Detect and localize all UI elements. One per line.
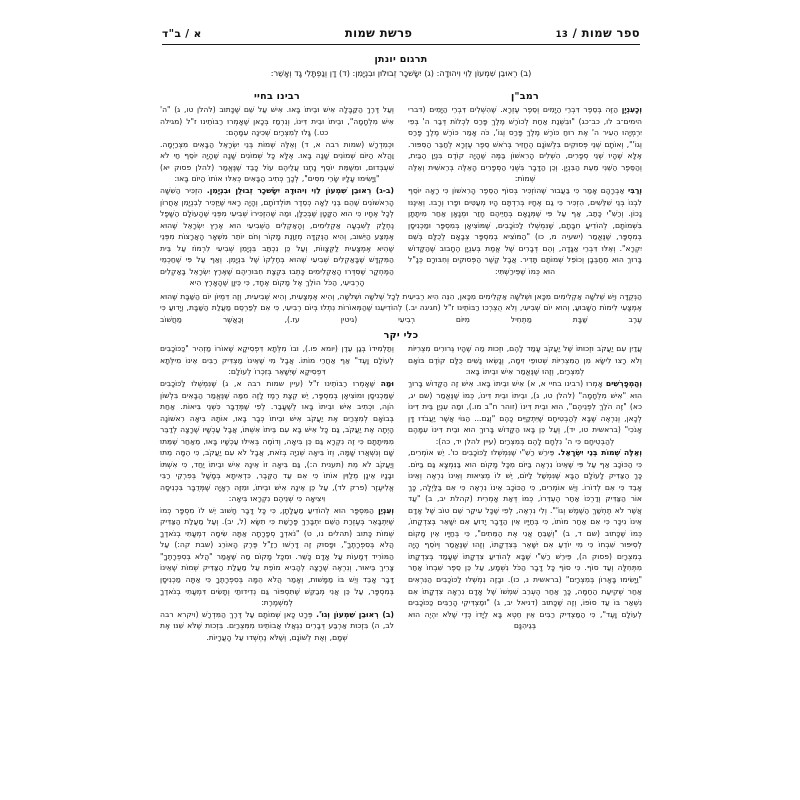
kli-yakar-left-paragraph-3	[160, 505, 394, 609]
kli-yakar-right-paragraph-3-body: פֵּירֵשׁ רַשִׁ"י שֶׁנִּמְשְׁלוּ לַכּוֹכָבִים כוּ'. יֵשׁ אוֹמְרִים, כִּי הַכּוֹכָב אַף עַל פִּי שֶׁאֵינוֹ נִרְאֶה בַּיּוֹם מִכָּל מָקוֹם הוּא בַּנִּמְצָא גַּם בַּיּוֹם. כָּךְ הַצַּדִּיק לָעוֹלָם הַבָּא שֶׁנִּמְשַׁל לַיּוֹם, יֵשׁ לוֹ מְצִיאוּת וְאֵינוֹ נִרְאֶה וְאֵינוֹ אָבֵד כִּי אִם לְדוֹרוֹ. וְיֵשׁ אוֹמְרִים, כִּי הַכּוֹכָב אֵינוֹ נִרְאֶה כִּי אִם בַּלַּיְלָה, כָּךְ אוֹר הַצַּדִּיק וְדַרְכּוֹ אַחַר הֶעְדֵּרוֹ, כְּמוֹ דְּאַת אָמְרִית (קהלת יב, ב) "עַד אֲשֶׁר לֹא תֶחְשַׁךְ הַשֶּׁמֶשׁ וְגוֹ'". וְלִי נִרְאֶה, לְפִי שֶׁכָּל עִיקַר שֵׁם טוֹב שֶׁל אָדָם אֵינוֹ נִיכָּר כִּי אִם אַחַר מוֹתוֹ, כִּי בְּחַיָּיו אֵין הַדָּבָר יָדוּעַ אִם יִשָּׁאֵר בְּצִדְקָתוֹ, כְּמוֹ שֶׁכָּתוּב (שם ד, ב) "וְשַׁבֵּחַ אֲנִי אֶת הַמֵּתִים", כִּי בְּחַיָּיו אֵין מָקוֹם לְסִיפּוּר שִׁבְחוֹ כִּי מִי יוֹדֵעַ אִם יִשָּׁאֵר בְּצִדְקָתוֹ, וְזֶהוּ שֶׁנֶּאֱמַר וְיוֹסֵף הָיָה בְמִצְרָיִם (פסוק ה), פֵּירֵשׁ רַשִׁ"י שֶׁבָּא לְהוֹדִיעַ צִדְקָתוֹ שֶׁעָמַד בְּצִדְקָתוֹ מִתְּחִלָּה וְעַד סוֹף. כִּי סוֹף כָּל דָּבָר הַכֹּל נִשְׁמָע, עַל כֵּן סֵפֶר שִׁבְחוֹ אַחַר "וַיָּשִׂימוּ בָּאָרוֹן בְּמִצְרָיִם" (בראשית נ, כו). וּבָזֶה נִמְשְׁלוּ לַכּוֹכָבִים הַנִּרְאִים אַחַר שְׁקִיעַת הַחַמָּה, כָּךְ אַחַר הֶעְרֵב שִׁמְשׁוֹ שֶׁל אָדָם נִרְאָה צִדְקָתוֹ אִם נִשְׁאַר בּוֹ עַד סוֹפוֹ, וְזֶה שֶׁכָּתוּב (דניאל יב, ג) "וּמַצְדִּיקֵי הָרַבִּים כַּכּוֹכָבִים לְעוֹלָם וָעֶד", כִּי הַמַּצְדִּיק רַבִּים אֵין חֵטְא בָּא לְיָדוֹ כְּדֵי שֶׁלֹּא יִהְיֶה הוּא בְּגֵיהִנָּם	[408, 448, 642, 631]
book-title: ספר שמות	[581, 26, 640, 40]
kli-yakar-left-paragraph-4-body: פְּרָט כָּאן שְׁמוֹתָם עַל דֶּרֶךְ הַמִּדְרָשׁ (ויקרא רבה לב, ה) בִּזְכוּת אַרְבַּע דְּבָרִים נִגְאֲלוּ אֲבוֹתֵינוּ מִמִּצְרַיִם. בִּזְכוּת שֶׁלֹּא שִׁנּוּ אֶת שְׁמָם, וְאֶת לְשׁוֹנָם, וְשֶׁלֹּא נֶחְשְׁדוּ עַל הָעֲרָיוֹת.	[160, 609, 394, 642]
header-rule	[162, 44, 640, 45]
kli-yakar-right-paragraph-2	[408, 378, 642, 447]
page-content	[160, 0, 642, 800]
ramban-paragraph-2	[408, 185, 642, 277]
bachya-paragraph-3-lemma: (ב-ג) רְאוּבֵן שִׁמְעוֹן לֵוִי וִיהוּדָה יִשָׂשׁכָר זְבוּלֻן וּבִנְיָמִן.	[206, 186, 394, 196]
ramban-paragraph-1	[408, 104, 642, 185]
bachya-paragraph-2	[160, 139, 394, 185]
bachya-paragraph-2-body: וּכְמִדְרָשׁ (שמות רבה א, ד) וְאֵלֶּה שְׁמוֹת בְּנֵי יִשְׂרָאֵל הַבָּאִים מִצְרַיְמָה. וַהֲלֹא הַיּוֹם שְׁמוֹנִים שָׁנָה בָּאוּ. אֶלָּא כָּל שְׁמוֹנִים שָׁנָה שֶׁהָיָה יוֹסֵף חַי לֹא שִׁעְבְּדוּם, וּמִשֶּׁמֵּת יוֹסֵף נָתְנוּ עֲלֵיהֶם עוֹל כָּבֵד שֶׁנֶּאֱמַר (להלן פסוק יא) "וַיָּשִׂימוּ עָלָיו שָׂרֵי מִסִּים", לְכָךְ כְּתִיב הַבָּאִים כְּאִלּוּ אוֹתוֹ הַיּוֹם בָּאוּ:	[160, 139, 394, 184]
kli-yakar-right-paragraph-2-lemma: וְהַמְפָרְשִׁים	[605, 378, 643, 388]
kli-yakar-left-paragraph-4	[160, 609, 394, 644]
section-title-ramban: רמב"ן	[510, 91, 540, 103]
running-head	[160, 26, 642, 44]
kli-yakar-column-right	[408, 343, 642, 643]
column-rabbeinu-bachya	[160, 86, 394, 289]
ramban-paragraph-2-body: אַבְרָהָם אָמַר כִּי בַּעֲבוּר שֶׁהוֹזְכִּיר בְּסוֹף הַסֵּפֶר הָרִאשׁוֹן כִּי רָאָה יוֹסֵף לִבְנוֹ בְּנֵי שִׁלֵּשִׁים, הִזְכִּיר כִּי גַם אֶחָיו בְּרִדְתָּם הָיוּ מְעַטִּים וּפָרוּ וְרָבוּ. וְאֵינֶנּוּ נָכוֹן. וְרַשִׁ"י כָּתַב, אַף עַל פִּי שֶׁמְּנָאָם בְּחַיֵּיהֶם חָזַר וּמְנָאָן אַחַר מִיתָתָן בִּשְׁמוֹתָם, לְהוֹדִיעַ חִבָּתָם, שֶׁנִּמְשְׁלוּ לַכּוֹכָבִים, שֶׁמּוֹצִיאָן בְּמִסְפָּר וּמַכְנִיסָן בְּמִסְפָּר, שֶׁנֶּאֱמַר (ישעיה מ, כו) "הַמּוֹצִיא בְמִסְפָּר צְבָאָם לְכֻלָּם בְּשֵׁם יִקְרָא". וְאֵלּוּ דִּבְרֵי אַגָּדָה, וְהֵם דְּבָרִים שֶׁל אֱמֶת בְּעִנְיָן הֶחָבוּב שֶׁהַקָּדוֹשׁ בָּרוּךְ הוּא מְחַבְּבָן וְכוֹפֵל שְׁמוֹתָם תָּדִיר. אֲבָל קֶשֶׁר הַפְּסוּקִים וְחִבּוּרָם כְּנָ"ל הוּא כְּמוֹ שֶׁפֵּירַשְׁתִּי:	[408, 186, 642, 276]
kli-yakar-left-paragraph-3-lemma: וְעִנְיַן	[378, 505, 395, 515]
running-head-parsha: פרשת שמות	[344, 26, 413, 40]
folio-number: 13	[555, 30, 569, 40]
kli-yakar-column-left	[160, 343, 394, 643]
kli-yakar-left-paragraph-4-lemma: (ב) רְאוּבֵן שִׁמְעוֹן וְגוֹ'.	[316, 609, 394, 619]
kli-yakar-left-paragraph-2	[160, 378, 394, 505]
kli-yakar-right-paragraph-3-lemma: וְאֵלֶּה שְׁמוֹת בְּנֵי יִשְׂרָאֵל.	[557, 448, 643, 458]
bachya-paragraph-3-body: הִזְכִּיר הַשִּׁשָּׁה הָרִאשׁוֹנִים שֶׁהֵם בְּנֵי לֵאָה כְּסֵדֶר תּוֹלְדוֹתָם, וְהָיָה רָאוּי שֶׁיַּזְכִּיר לְבִנְיָמִן אַחֲרוֹן לְכָל אֶחָיו כִּי הוּא הַקָּטָן שֶׁבְּכֻלָּן, וּמַה שֶּׁהִזְכִּירוֹ שְׁבִיעִי מִפְּנֵי שֶׁהָעוֹלָם הַשָּׁפָל נֶחְלָק לְשִׁבְעָה אַקְלִימִים, וְהָאַקְלִים הַשְּׁבִיעִי הוּא אֶרֶץ יִשְׂרָאֵל שֶׁהוּא אֶמְצַע הַיִּשּׁוּב, וְהִיא הַנְּקֻדָּה מְזֻוֶּנֶת מָקוֹר וְחֹם יוֹתֵר מִשְּׁאָר הָאֲרָצוֹת מִפְּנֵי שֶׁהִיא אֶמְצָעִית לַקְּצָווֹת, וְעַל כֵּן נִכְתַּב בִּנְיָמִן שְׁבִיעִי לִרְמוֹז עַל בֵּית הַמִּקְדָּשׁ שֶׁבָּאַקְלִים שְׁבִיעִי שֶׁהוּא בְּחֶלְקוֹ שֶׁל בִּנְיָמִן. וְאַף עַל פִּי שֶׁחַכְמֵי הַמֶּחְקָר שֶׁסִּדְּרוּ הָאַקְלִימִים כָּתְבוּ בִּקְצָת חִבּוּרֵיהֶם שֶׁאֶרֶץ יִשְׂרָאֵל בָּאַקְלִים הָרְבִיעִי, הַכֹּל הוֹלֵךְ אֶל מָקוֹם אֶחָד, כִּי כֵּיוָן שֶׁהָאָרֶץ הִיא	[160, 186, 394, 288]
kli-yakar-right-paragraph-1: עֲדַיִן עִם יַעֲקֹב וּזְכוּתוֹ שֶׁל יַעֲקֹב עָמַד לָהֶם, וּזְכוּת מַה שֶׁהָיוּ גְּרוּרִים מִצְרִיּוֹת וְלֹא רָצוּ לִישָׂא מִן הַמִּצְרִיּוֹת שְׁטוּפֵי זִימָה, וְנָשְׂאוּ נָשִׁים כֻּלָּם קוֹדֶם בּוֹאָם לְמִצְרַיִם, וְזֶהוּ שֶׁנֶּאֱמַר אִישׁ וּבֵיתוֹ בָּאוּ:	[408, 344, 642, 377]
kli-yakar-left-paragraph-2-body: שֶּׁאָמְרוּ רַבּוֹתֵינוּ ז"ל (עיין שמות רבה א, ג) שֶׁנִּמְשְׁלוּ לַכּוֹכָבִים שֶׁמַּכְנִיסָן וּמוֹצִיאָן בְּמִסְפָּר, יֵשׁ קְצָת רֶמֶז לָזֶה מִמַּה שֶּׁנֶּאֱמַר הַבָּאִים בִּלְשׁוֹן הֹוֶה, וּכְתִיב אִישׁ וּבֵיתוֹ בָּאוּ לְשֶׁעָבַר. לְפִי שֶׁמְּדֻבָּר כִּשְׁנֵי בִּיאוֹת. אַחַת בְּבוֹאָם לְמִצְרַיִם אֶת יַעֲקֹב אִישׁ וּבֵיתוֹ כְּבָר בָּאוּ, אוֹתָהּ בִּיאָה רִאשׁוֹנָה הָיְתָה אֶת יַעֲקֹב, גַּם כָּל אִישׁ בָּא עִם בֵּיתוֹ אִשְׁתּוֹ, אֲבָל עַכְשָׁיו שֶׁרָצָה לְדַבֵּר מִמִּיתָתָם כִּי זֶה נִקְרָא גַּם כֵּן בִּיאָה, וְדוֹמֶה בְּאִילּוּ עַכְשָׁיו בָּאוּ, מֵאַחַר שֶׁמֵּתוּ שָׁם וְנִשְׁאֲרוּ שָׁמָּה, וְזוֹ בִּיאָה שְׁנִיָּה בְּזֹאת, אֲבָל לֹא עִם יַעֲקֹב, כִּי הֵמָּה מֵתוּ וְיַעֲקֹב לֹא מֵת (תענית ה:), גַּם בִּיאָה זוֹ אֵינָהּ אִישׁ וּבֵיתוֹ יַחַד, כִּי אִשְׁתּוֹ וּבָנָיו אֵינָן מְלַוִּין אוֹתוֹ כִּי אִם עַד הַקֶּבֶר, כִּדְאִיתָא בְּמָשָׁל בְּפִרְקֵי רַבִּי אֱלִיעֶזֶר (פרק לד), עַל כֵּן אֵינָהּ אִישׁ וּבֵיתוֹ, וּמִזֶּה רְאָיָה שֶׁמְּדֻבָּר בִּכְנִיסָה וִיצִיאָה כִּי שְׁנֵיהֶם נִקְרָאוּ בִּיאָה:	[160, 378, 394, 504]
targum-yonasan-text: (ב) רְאוּבֵן שִׁמְעוֹן לֵוִי וִיהוּדָה: (ג) יִשָׂשׁכָר זְבוּלוּן וּבִנְיָמִן: (ד) דָן וְנַפְתָּלִי גָד וְאָשֵׁר:	[270, 68, 532, 78]
kli-yakar-left-paragraph-3-body: הַמִּסְפָּר הוּא לְהוֹדִיעַ מַעֲלָתָן, כִּי כָּל דָּבָר חָשׁוּב יֵשׁ לוֹ מִסְפָּר כְּמוֹ שֶׁיִּתְבָּאֵר בְּעֶזְרַת הַשֵּׁם יִתְבָּרֵךְ פָּרָשַׁת כִּי תִשָּׂא (ל, יב). וְעַל מַעֲלַת הַצַּדִּיק שְׁמוֹת כָּתוּב (תהלים נו, ט) "נֹאדְךָ סְפָרָתָה אַתָּה שִׂימָה דִמְעָתִי בְנֹאדֶךָ הֲלֹא בְּסִפְרָתֶךָ", וּפָסוּק זֶה דָּרְשׁוּ רַזַ"ל פֶּרֶק הָאוֹרֵג (שבת קה:) עַל הַמּוֹרִיד דְּמָעוֹת עַל אָדָם כָּשֵׁר. וּמִכָּל מָקוֹם מַה שֶּׁאָמַר "הֲלֹא בְּסִפְרָתֶךָ" צָרִיךְ בֵּיאוּר, וְנִרְאֶה שֶׁרָצָה לְהָבִיא מוֹפֵת עַל מַעֲלַת הַצַּדִּיק שְׁמוֹת שֶׁאֵינוֹ דָּבָר אָבֵד וְיֵשׁ בּוֹ מַמָּשׁוּת, וְאָמַר הֲלֹא הֵמָּה בְּסִפְרָתֶךָ כִּי אַתָּה מַכְנִיסָן בְּמִסְפָּר, עַל כֵּן אֲנִי מְבַקֵּשׁ שֶׁתִּסְפּוֹר גַּם נְדִידוּתַי וְתָשִׂים דִּמְעָתִי בְנֹאדֶךָ לְמִשְׁמֶרֶת:	[160, 505, 394, 608]
running-head-book	[556, 26, 640, 40]
main-two-column-zone	[160, 86, 642, 289]
ramban-paragraph-2-lemma: וְרַבִּי	[627, 186, 642, 196]
bachya-paragraph-1	[160, 104, 394, 139]
ramban-paragraph-1-lemma: וְכָעִנְיָן	[621, 105, 642, 115]
folio-separator: /	[568, 26, 578, 40]
kli-yakar-right-paragraph-2-body: אָמְרוּ (רבינו בחיי א, א) אִישׁ וּבֵיתוֹ בָּאוּ. אִישׁ זֶה הַקָּדוֹשׁ בָּרוּךְ הוּא "אִישׁ מִלְחָמָה" (להלן טו, ג), וּבֵיתוֹ וּבֵית דִּינוֹ, כְּמוֹ שֶׁנֶּאֱמַר (שם יג, כא) "זֶה הֹלֵךְ לִפְנֵיהֶם", הוּא וּבֵית דִּינוֹ (זוהר ח"ב מו.), וּמַה עִנְיַן בֵּית דִּינוֹ לְכָאן, וְנִרְאֶה שֶׁבָּא לְהַבְטִיחָם שֶׁיִּתְקַיֵּים כָּהֶם "וְגַם... הַגּוֹי אֲשֶׁר יַעֲבֹדוּ דָּן אָנֹכִי" (בראשית טו, יד), וְעַל כֵּן בָּאוּ הַקָּדוֹשׁ בָּרוּךְ הוּא וּבֵית דִּינוֹ עִמָּהֶם לְהַבְטִיחָם כִּי ה' נִלְחָם לָהֶם בְּמִצְרַיִם (עיין להלן יד, כה):	[408, 378, 642, 446]
section-title-kli-yakar: כלי יקר	[383, 330, 419, 342]
column-ramban	[408, 86, 642, 289]
running-head-daf: א / ב"ד	[162, 28, 202, 40]
kli-yakar-right-paragraph-3	[408, 447, 642, 632]
section-title-rabbeinu-bachya: רבינו בחיי	[253, 91, 301, 103]
bachya-paragraph-1-body: וְעַל דֶּרֶךְ הַקַּבָּלָה אִישׁ וּבֵיתוֹ בָּאוּ. אִישׁ עַל שֵׁם שֶׁכָּתוּב (להלן טו, ג) "ה' אִישׁ מִלְחָמָה", וּבֵיתוֹ וּבֵית דִּינוֹ, וְנִרְמַז בְּכָאן שֶׁאָמְרוּ רַבּוֹתֵינוּ ז"ל (מגילה כט.) גָּלוּ לְמִצְרַיִם שְׁכִינָה עִמָּהֶם:	[160, 105, 394, 138]
bachya-continuation-band: הַנְּקֻדָּה וְיֵשׁ שְׁלֹשָׁה אַקְלִימִים מִכָּאן וּשְׁלֹשָׁה אַקְלִימִים מִכָּאן, הִנֵּה הִיא רְבִיעִית לְכָל שְׁלֹשָׁה וּשְׁלֹשָׁה, וְהִיא אֶמְצָעִית, וְהִיא שְׁבִיעִית, וְזֶה דִּמְיוֹן יוֹם הַשַּׁבָּת שֶׁהוּא אֶמְצָעִי לִימוֹת הַשָּׁבוּעַ, וְהוּא יוֹם שְׁבִיעִי, וְלֹא הֻצְרְכוּ רַבּוֹתֵינוּ ז"ל (חגיגה יב.) לְהוֹדִיעֵנוּ שֶׁהַמְּאוֹרוֹת נִתְלוּ בְּיוֹם רְבִיעִי, כִּי אִם לְפַרְסֵם מַעֲלַת הַשַּׁבָּת, וְיָדוּעַ כִּי עֶרֶב שַׁבָּת מַתְחִיל מִיּוֹם רְבִיעִי (גיטין עז.), וְכַאֲשֶׁר מַחֲשׁוֹב	[160, 291, 642, 324]
kli-yakar-left-paragraph-2-lemma: וּמַה	[380, 378, 394, 388]
ramban-paragraph-1-body: הַזֶּה בְּסֵפֶר דִּבְרֵי הַיָּמִים וְסֵפֶר עֶזְרָא. שֶׁהִשְׁלִים דִּבְרֵי הַיָּמִים (דברי הימים־ב לו, כב־כג) "וּבִשְׁנַת אַחַת לְכוֹרֶשׁ מֶלֶךְ פָּרַס לִכְלוֹת דְּבַר ה' בְּפִי יִרְמְיָהוּ הֵעִיר ה' אֶת רוּחַ כּוֹרֶשׁ מֶלֶךְ פָּרַס וְגוֹ', כֹּה אָמַר כּוֹרֶשׁ מֶלֶךְ פָּרַס וְגוֹ'", וְאוֹתָם שְׁנֵי פְּסוּקִים בִּלְשׁוֹנָם הֶחֱזִיר בְּרֹאשׁ סֵפֶר עֶזְרָא לְחַבֵּר הַסִּפּוּר. אֶלָּא שֶׁהָיוּ שְׁנֵי סְפָרִים, הִשְׁלִים הָרִאשׁוֹן בַּמֶּה שֶׁהָיָה קוֹדֶם בִּנְיַן הַבַּיִת, וְהַסֵּפֶר הַשֵּׁנִי מֵעֵת הַבִּנְיָן. וְכֵן הַדָּבָר בִּשְׁנֵי הַסְּפָרִים הָאֵלֶּה בְּרֵאשִׁית וְאֵלֶּה שְׁמוֹת:	[408, 105, 642, 184]
kli-yakar-left-paragraph-1: וְתַלְמִידוֹ בְּגַן עֵדֶן (יומא פו.), וּבוֹ מִלְּתָא דִּפְסִיקָא שֶׁאוֹרוֹ מַזְהִיר "כַּכּוֹכָבִים לְעוֹלָם וָעֶד" אַף אַחֲרֵי מוֹתוֹ. אֲבָל מִי שֶׁאֵינוֹ מַצְדִּיק רַבִּים אֵינוֹ מִילְּתָא דִּפְסִיקָא שֶׁיִּשָּׁאֵר בְּזִכְרוֹ לְעוֹלָם:	[160, 344, 394, 377]
bachya-paragraph-3	[160, 185, 394, 289]
section-title-targum-yonasan: תרגום יונתן	[374, 54, 428, 65]
kli-yakar-zone	[160, 330, 642, 643]
kli-yakar-two-column-zone	[160, 343, 642, 643]
